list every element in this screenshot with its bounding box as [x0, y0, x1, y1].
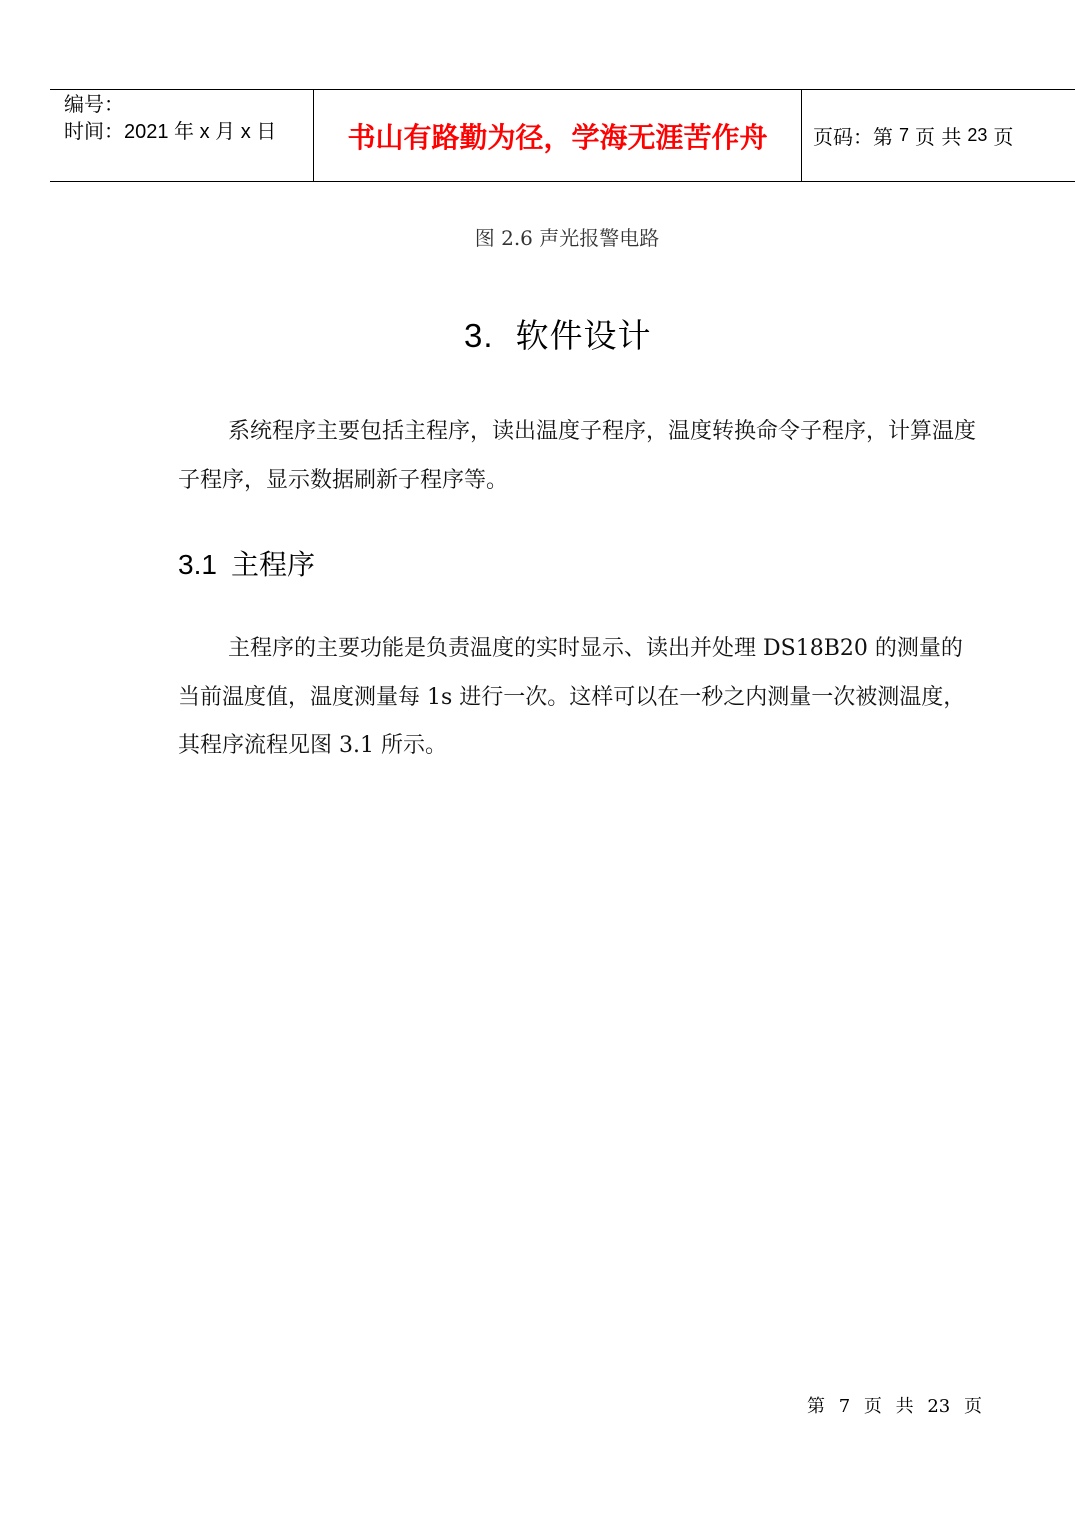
section-title: 软件设计	[515, 316, 652, 355]
page-total: 23	[967, 125, 988, 145]
header-motto: 书山有路勤为径，学海无涯苦作舟	[347, 120, 768, 154]
header-page-indicator	[813, 90, 1013, 181]
figure-caption: 图 2.6 声光报警电路	[474, 226, 660, 250]
page-footer: 第 7 页 共 23 页	[807, 1396, 982, 1417]
page-header	[50, 89, 1075, 182]
subsection-number: 3.1	[178, 549, 217, 580]
section-heading	[464, 310, 652, 357]
page-prefix: 页码：第	[813, 125, 893, 149]
subsection-heading	[178, 543, 315, 583]
page-mid: 页 共	[915, 125, 962, 149]
subsection-paragraph: 主程序的主要功能是负责温度的实时显示、读出并处理 DS18B20 的测量的当前温度值，温度测量每 1s 进行一次。这样可以在一秒之内测量一次被测温度，其程序流程见图 3.1 所示。	[178, 636, 966, 758]
time-label: 时间：2021 年 x 月 x 日	[64, 121, 277, 143]
section-number: 3.	[464, 317, 494, 354]
page-current: 7	[899, 125, 910, 145]
section-paragraph: 系统程序主要包括主程序，读出温度子程序，温度转换命令子程序，计算温度子程序，显示数据刷新子程序等。	[178, 419, 977, 493]
number-label: 编号：	[64, 94, 124, 116]
header-meta	[64, 92, 276, 146]
header-divider-right	[801, 90, 802, 181]
subsection-title: 主程序	[230, 548, 315, 581]
page-suffix: 页	[993, 125, 1014, 149]
